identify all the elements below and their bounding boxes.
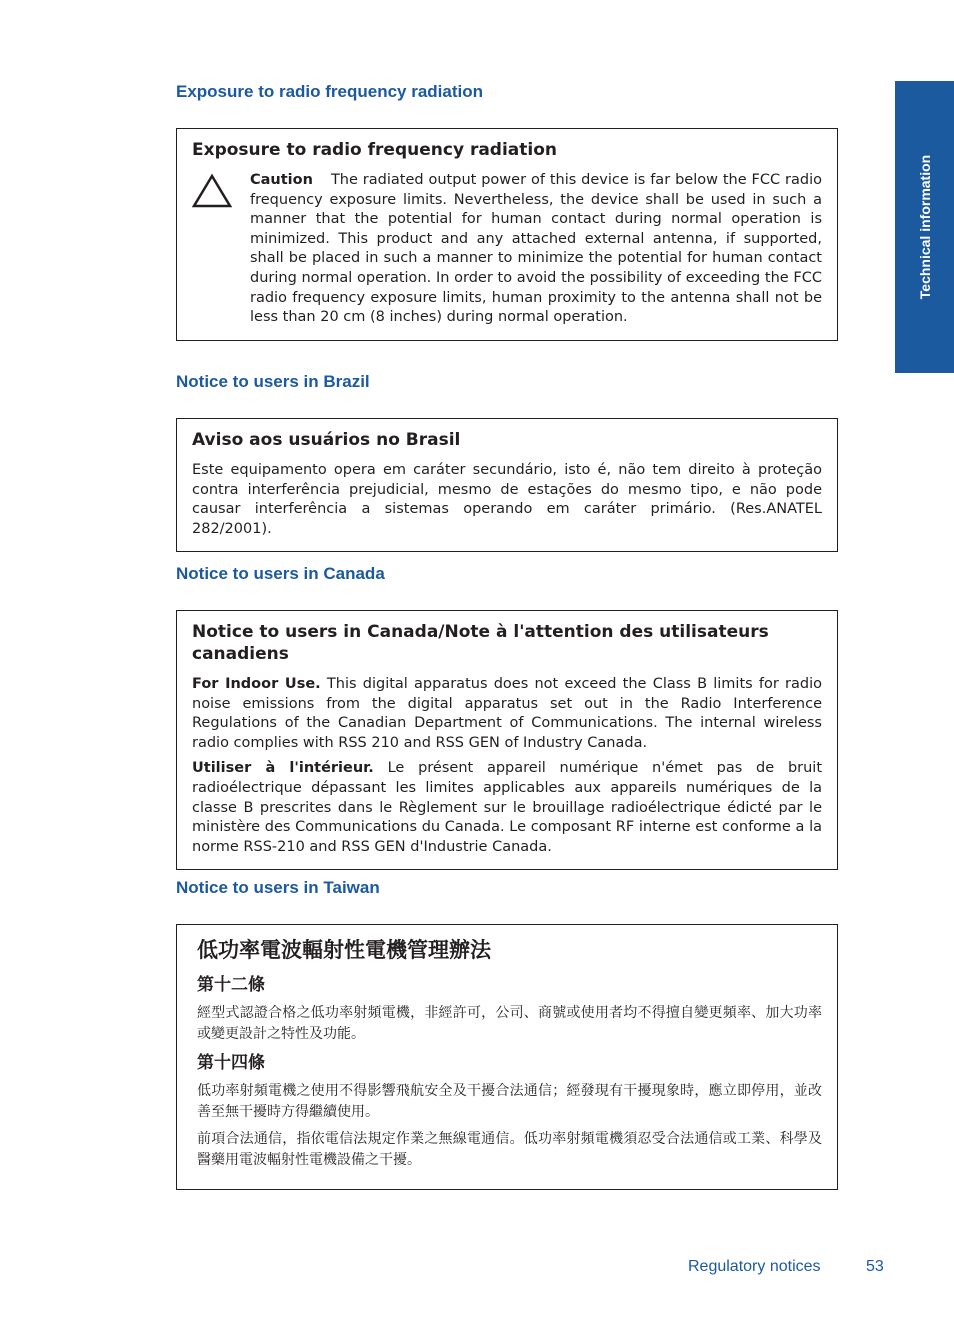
side-tab-label: Technical information	[916, 154, 933, 300]
rf-notice-box	[176, 128, 838, 341]
canada-french-text: Le présent appareil numérique n'émet pas de bruit radioélectrique dépassant les limites applicables aux appareils numériques de la classe B prescrites dans le Règlement sur le brouillage radioélectrique édicté par le ministère des Communications du Canada. Le composant RF interne est conforme a la norme RSS-210 and RSS GEN d'Industrie Canada.	[192, 760, 823, 855]
article-14-text-1: 低功率射頻電機之使用不得影響飛航安全及干擾合法通信；經發現有干擾現象時，應立即停用，並改善至無干擾時方得繼續使用。	[197, 1083, 822, 1120]
brazil-notice-box	[176, 418, 838, 552]
caution-label: Caution	[250, 172, 313, 188]
brazil-box-title: Aviso aos usuários no Brasil	[192, 430, 461, 450]
section-heading-taiwan: Notice to users in Taiwan	[176, 878, 380, 897]
canada-notice-box	[176, 610, 838, 870]
article-14-title: 第十四條	[197, 1053, 265, 1073]
caution-block	[192, 171, 822, 328]
canada-english-label: For Indoor Use.	[192, 676, 321, 692]
canada-english-paragraph	[192, 675, 822, 753]
taiwan-notice-box	[176, 924, 838, 1190]
article-12-text: 經型式認證合格之低功率射頻電機，非經許可，公司、商號或使用者均不得擅自變更頻率、加大功率或變更設計之特性及功能。	[197, 1005, 822, 1042]
warning-triangle-icon	[192, 173, 232, 209]
section-heading-brazil: Notice to users in Brazil	[176, 372, 370, 391]
page-number: 53	[866, 1258, 884, 1275]
footer-section-label: Regulatory notices	[688, 1258, 821, 1275]
canada-french-paragraph	[192, 759, 822, 857]
article-12-title: 第十二條	[197, 975, 265, 995]
side-tab	[895, 81, 954, 373]
canada-french-label: Utiliser à l'intérieur.	[192, 760, 374, 777]
taiwan-box-title: 低功率電波輻射性電機管理辦法	[197, 938, 491, 962]
canada-english-text: This digital apparatus does not exceed the Class B limits for radio noise emissions from the digital apparatus set out in the Radio Interference Regulations of the Canadian Department of Communications. The internal wireless radio complies with RSS 210 and RSS GEN of Industry Canada.	[192, 676, 823, 751]
article-14-text-2: 前項合法通信，指依電信法規定作業之無線電通信。低功率射頻電機須忍受合法通信或工業、科學及醫藥用電波輻射性電機設備之干擾。	[197, 1131, 822, 1168]
canada-box-title: Notice to users in Canada/Note à l'attention des utilisateurs canadiens	[192, 622, 769, 664]
caution-text: The radiated output power of this device is far below the FCC radio frequency exposure limits. Nevertheless, the device shall be used in such a manner that the potential for human contact during normal operation is minimized. This product and any attached external antenna, if supported, shall be placed in such a manner to minimize the potential for human contact during normal operation. In order to avoid the possibility of exceeding the FCC radio frequency exposure limits, human proximity to the antenna shall not be less than 20 cm (8 inches) during normal operation.	[250, 172, 822, 326]
rf-box-title: Exposure to radio frequency radiation	[192, 140, 558, 160]
section-heading-rf: Exposure to radio frequency radiation	[176, 82, 484, 101]
brazil-text: Este equipamento opera em caráter secundário, isto é, não tem direito à proteção contra interferência prejudicial, mesmo de estações do mesmo tipo, e não pode causar interferência a sistemas operando em caráter primário. (Res.ANATEL 282/2001).	[192, 462, 822, 537]
section-heading-canada: Notice to users in Canada	[176, 564, 385, 583]
caution-paragraph	[250, 171, 822, 328]
